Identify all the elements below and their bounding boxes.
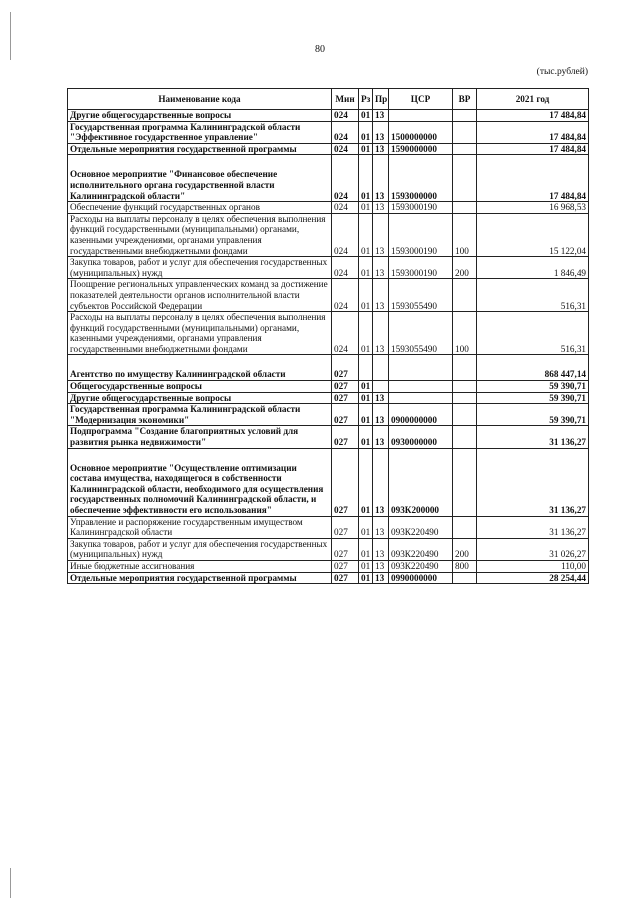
cell-pr: 13 <box>373 516 389 538</box>
cell-csr: 1593055490 <box>389 279 453 312</box>
cell-name: Другие общегосударственные вопросы <box>68 110 332 122</box>
cell-csr: 0930000000 <box>389 426 453 448</box>
table-row <box>68 560 589 572</box>
cell-pr: 13 <box>373 121 389 143</box>
cell-name: Агентство по имуществу Калининградской области <box>68 355 332 381</box>
table-row <box>68 355 589 381</box>
cell-csr: 1500000000 <box>389 121 453 143</box>
cell-rz: 01 <box>359 538 373 560</box>
cell-rz: 01 <box>359 426 373 448</box>
cell-csr: 1593000190 <box>389 213 453 256</box>
cell-name: Закупка товаров, работ и услуг для обеспечения государственных (муниципальных) нужд <box>68 538 332 560</box>
cell-amount: 28 254,44 <box>477 572 589 584</box>
cell-pr: 13 <box>373 110 389 122</box>
budget-table <box>67 88 589 584</box>
cell-csr <box>389 392 453 404</box>
cell-rz: 01 <box>359 257 373 279</box>
table-row <box>68 392 589 404</box>
cell-min: 024 <box>332 312 359 355</box>
cell-name: Расходы на выплаты персоналу в целях обеспечения выполнения функций государственными (муниципальными) органами, казенными учреждениями, органами управления государственными внебюджетными фондами <box>68 213 332 256</box>
cell-pr: 13 <box>373 538 389 560</box>
cell-pr: 13 <box>373 279 389 312</box>
margin-scan-mark <box>10 868 11 898</box>
cell-min: 027 <box>332 426 359 448</box>
cell-pr: 13 <box>373 448 389 516</box>
table-row <box>68 121 589 143</box>
cell-rz: 01 <box>359 392 373 404</box>
cell-name: Обеспечение функций государственных органов <box>68 202 332 214</box>
cell-rz: 01 <box>359 155 373 202</box>
cell-name: Подпрограмма "Создание благоприятных условий для развития рынка недвижимости" <box>68 426 332 448</box>
table-row <box>68 202 589 214</box>
cell-vr: 200 <box>453 257 477 279</box>
cell-pr: 13 <box>373 560 389 572</box>
cell-vr <box>453 121 477 143</box>
cell-amount: 516,31 <box>477 279 589 312</box>
header-rz: Рз <box>359 89 373 110</box>
cell-vr <box>453 202 477 214</box>
cell-vr <box>453 448 477 516</box>
cell-amount: 31 136,27 <box>477 516 589 538</box>
cell-name: Государственная программа Калининградской области "Модернизация экономики" <box>68 404 332 426</box>
cell-vr: 800 <box>453 560 477 572</box>
cell-vr <box>453 279 477 312</box>
cell-min: 024 <box>332 257 359 279</box>
units-label: (тыс.рублей) <box>536 67 588 77</box>
cell-amount: 59 390,71 <box>477 392 589 404</box>
cell-vr <box>453 426 477 448</box>
cell-name: Поощрение региональных управленческих команд за достижение показателей деятельности органов исполнительной власти субъектов Российской Федерации <box>68 279 332 312</box>
cell-min: 027 <box>332 560 359 572</box>
cell-amount: 59 390,71 <box>477 404 589 426</box>
cell-amount: 516,31 <box>477 312 589 355</box>
table-row <box>68 448 589 516</box>
cell-name: Государственная программа Калининградской области "Эффективное государственное управление" <box>68 121 332 143</box>
cell-amount: 1 846,49 <box>477 257 589 279</box>
cell-rz: 01 <box>359 381 373 393</box>
cell-csr: 1590000000 <box>389 143 453 155</box>
cell-min: 024 <box>332 279 359 312</box>
cell-vr <box>453 155 477 202</box>
cell-vr <box>453 516 477 538</box>
cell-rz: 01 <box>359 448 373 516</box>
cell-pr: 13 <box>373 312 389 355</box>
cell-csr <box>389 355 453 381</box>
cell-min: 027 <box>332 404 359 426</box>
cell-rz: 01 <box>359 110 373 122</box>
cell-vr <box>453 110 477 122</box>
table-row <box>68 516 589 538</box>
cell-name: Общегосударственные вопросы <box>68 381 332 393</box>
cell-vr <box>453 404 477 426</box>
cell-amount: 59 390,71 <box>477 381 589 393</box>
cell-rz: 01 <box>359 404 373 426</box>
cell-name: Отдельные мероприятия государственной программы <box>68 143 332 155</box>
cell-amount: 16 968,53 <box>477 202 589 214</box>
cell-min: 024 <box>332 202 359 214</box>
table-row <box>68 143 589 155</box>
cell-rz: 01 <box>359 202 373 214</box>
cell-amount: 31 026,27 <box>477 538 589 560</box>
cell-min: 027 <box>332 538 359 560</box>
cell-pr: 13 <box>373 202 389 214</box>
table-row <box>68 155 589 202</box>
cell-pr: 13 <box>373 404 389 426</box>
cell-name: Управление и распоряжение государственным имуществом Калининградской области <box>68 516 332 538</box>
cell-vr: 100 <box>453 213 477 256</box>
cell-rz <box>359 355 373 381</box>
cell-name: Иные бюджетные ассигнования <box>68 560 332 572</box>
cell-name: Отдельные мероприятия государственной программы <box>68 572 332 584</box>
cell-min: 024 <box>332 155 359 202</box>
table-row <box>68 213 589 256</box>
header-csr: ЦСР <box>389 89 453 110</box>
cell-csr: 093К220490 <box>389 516 453 538</box>
cell-pr: 13 <box>373 572 389 584</box>
table-row <box>68 257 589 279</box>
cell-csr: 1593000190 <box>389 202 453 214</box>
cell-min: 027 <box>332 355 359 381</box>
cell-pr: 13 <box>373 143 389 155</box>
cell-vr: 200 <box>453 538 477 560</box>
cell-rz: 01 <box>359 143 373 155</box>
cell-min: 024 <box>332 143 359 155</box>
cell-min: 024 <box>332 110 359 122</box>
cell-csr: 093К220490 <box>389 560 453 572</box>
cell-csr <box>389 381 453 393</box>
cell-vr: 100 <box>453 312 477 355</box>
table-row <box>68 381 589 393</box>
cell-pr: 13 <box>373 426 389 448</box>
table-header-row <box>68 89 589 110</box>
cell-name: Закупка товаров, работ и услуг для обеспечения государственных (муниципальных) нужд <box>68 257 332 279</box>
header-pr: Пр <box>373 89 389 110</box>
cell-rz: 01 <box>359 279 373 312</box>
cell-amount: 17 484,84 <box>477 155 589 202</box>
cell-amount: 110,00 <box>477 560 589 572</box>
cell-csr: 0900000000 <box>389 404 453 426</box>
cell-amount: 15 122,04 <box>477 213 589 256</box>
cell-csr: 0990000000 <box>389 572 453 584</box>
cell-min: 027 <box>332 516 359 538</box>
cell-vr <box>453 355 477 381</box>
cell-vr <box>453 392 477 404</box>
cell-pr: 13 <box>373 213 389 256</box>
cell-amount: 17 484,84 <box>477 121 589 143</box>
table-row <box>68 572 589 584</box>
cell-csr: 093К220490 <box>389 538 453 560</box>
cell-name: Расходы на выплаты персоналу в целях обеспечения выполнения функций государственными (муниципальными) органами, казенными учреждениями, органами управления государственными внебюджетными фондами <box>68 312 332 355</box>
cell-amount: 868 447,14 <box>477 355 589 381</box>
cell-amount: 17 484,84 <box>477 110 589 122</box>
table-row <box>68 404 589 426</box>
table-row <box>68 538 589 560</box>
cell-rz: 01 <box>359 560 373 572</box>
cell-rz: 01 <box>359 121 373 143</box>
header-vr: ВР <box>453 89 477 110</box>
cell-amount: 31 136,27 <box>477 426 589 448</box>
cell-rz: 01 <box>359 312 373 355</box>
cell-pr: 13 <box>373 257 389 279</box>
cell-rz: 01 <box>359 516 373 538</box>
cell-csr: 093К200000 <box>389 448 453 516</box>
cell-vr <box>453 572 477 584</box>
cell-pr <box>373 381 389 393</box>
table-row <box>68 426 589 448</box>
page-number: 80 <box>315 44 325 55</box>
cell-min: 027 <box>332 572 359 584</box>
table-row <box>68 110 589 122</box>
cell-csr: 1593000000 <box>389 155 453 202</box>
cell-name: Другие общегосударственные вопросы <box>68 392 332 404</box>
cell-name: Основное мероприятие "Осуществление оптимизации состава имущества, находящегося в собственности Калининградской области, необходимого для осуществления государственных полномочий Калининградской области, и обеспечение эффективности его использования" <box>68 448 332 516</box>
cell-pr: 13 <box>373 155 389 202</box>
cell-vr <box>453 143 477 155</box>
cell-csr: 1593000190 <box>389 257 453 279</box>
cell-min: 027 <box>332 448 359 516</box>
header-year: 2021 год <box>477 89 589 110</box>
table-row <box>68 312 589 355</box>
cell-pr <box>373 355 389 381</box>
cell-min: 024 <box>332 121 359 143</box>
cell-name: Основное мероприятие "Финансовое обеспечение исполнительного органа государственной власти Калининградской области" <box>68 155 332 202</box>
margin-scan-mark <box>10 12 11 60</box>
cell-csr <box>389 110 453 122</box>
cell-csr: 1593055490 <box>389 312 453 355</box>
cell-amount: 31 136,27 <box>477 448 589 516</box>
cell-vr <box>453 381 477 393</box>
cell-amount: 17 484,84 <box>477 143 589 155</box>
header-min: Мин <box>332 89 359 110</box>
header-name: Наименование кода <box>68 89 332 110</box>
cell-rz: 01 <box>359 572 373 584</box>
cell-min: 024 <box>332 213 359 256</box>
table-row <box>68 279 589 312</box>
cell-min: 027 <box>332 392 359 404</box>
cell-min: 027 <box>332 381 359 393</box>
cell-rz: 01 <box>359 213 373 256</box>
cell-pr: 13 <box>373 392 389 404</box>
